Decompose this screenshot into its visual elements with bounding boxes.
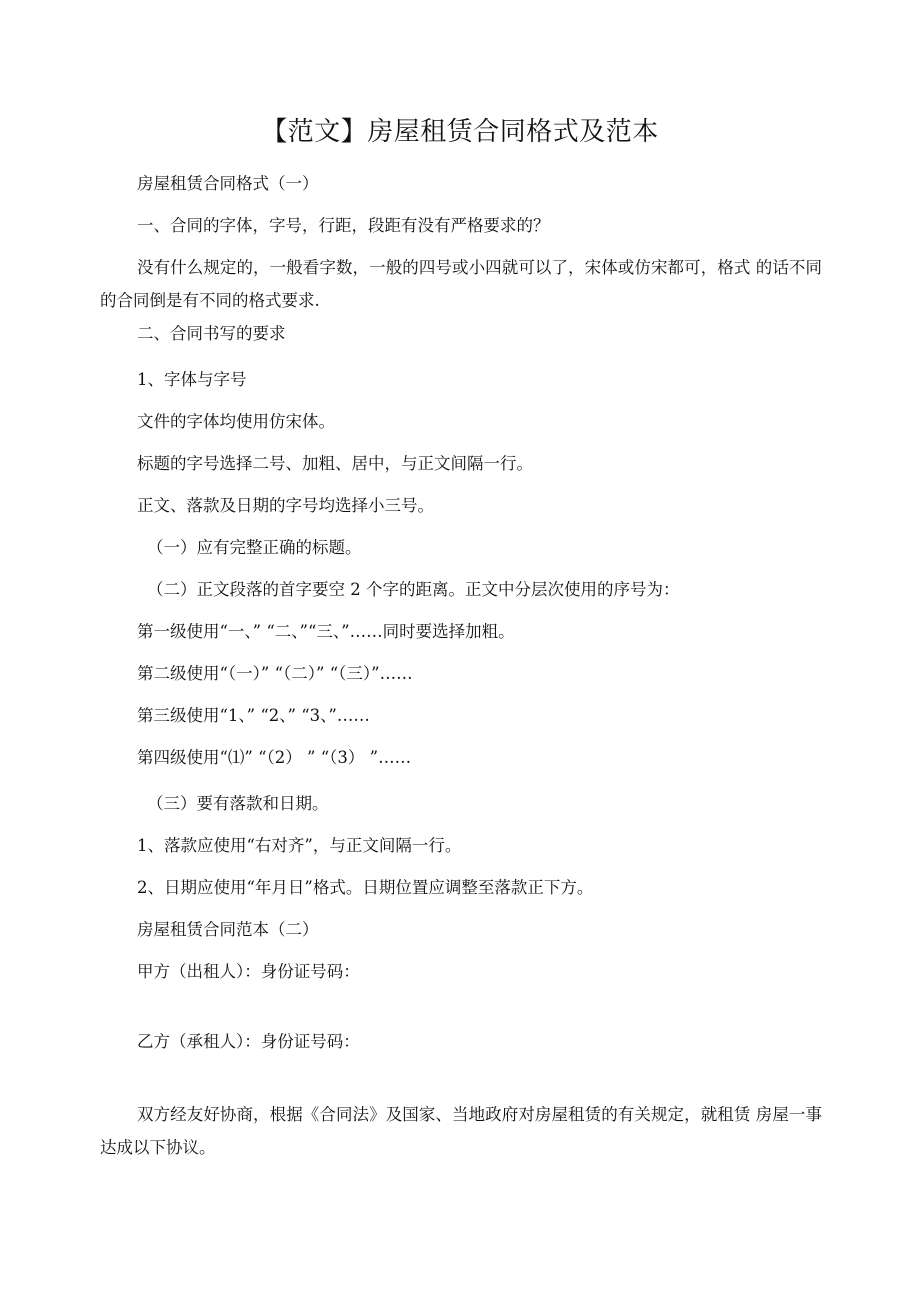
question-heading: 一、合同的字体，字号，行距，段距有没有严格要求的？ — [137, 216, 550, 235]
body-line: 第三级使用“1、” “2、” “3、”…… — [137, 706, 370, 725]
body-line: 标题的字号选择二号、加粗、居中，与正文间隔一行。 — [137, 454, 533, 473]
section-heading-format-1: 房屋租赁合同格式（一） — [137, 174, 319, 193]
party-b-line: 乙方（承租人）：身份证号码： — [137, 1032, 360, 1051]
body-line: 正文、落款及日期的字号均选择小三号。 — [137, 496, 434, 515]
list-item: （二）正文段落的首字要空 2 个字的距离。正文中分层次使用的序号为： — [147, 580, 680, 599]
list-item: （三）要有落款和日期。 — [147, 794, 329, 813]
body-line: 2、日期应使用“年月日”格式。日期位置应调整至落款正下方。 — [137, 878, 594, 897]
body-line: 1、落款应使用“右对齐”，与正文间隔一行。 — [137, 836, 462, 855]
list-item: （一）应有完整正确的标题。 — [147, 538, 362, 557]
section-heading-requirements: 二、合同书写的要求 — [137, 324, 286, 343]
document-title: 【范文】房屋租赁合同格式及范本 — [261, 117, 659, 147]
section-heading-template-2: 房屋租赁合同范本（二） — [137, 920, 319, 939]
body-line: 第一级使用“一、” “二、”“三、”……同时要选择加粗。 — [137, 622, 515, 641]
body-line: 第四级使用“⑴” “（2） ” “（3） ”…… — [137, 748, 412, 767]
agreement-paragraph: 双方经友好协商，根据《合同法》及国家、当地政府对房屋租赁的有关规定，就租赁 房屋一事达成以下协议。 — [100, 1105, 822, 1157]
answer-paragraph: 没有什么规定的，一般看字数，一般的四号或小四就可以了，宋体或仿宋都可，格式 的话不同的合同倒是有不同的格式要求. — [100, 258, 822, 310]
body-line: 第二级使用“（一）” “（二）” “（三）”…… — [137, 664, 413, 683]
subheading-font-size: 1、字体与字号 — [137, 370, 247, 389]
body-line: 文件的字体均使用仿宋体。 — [137, 412, 335, 431]
party-a-line: 甲方（出租人）：身份证号码： — [137, 962, 360, 981]
